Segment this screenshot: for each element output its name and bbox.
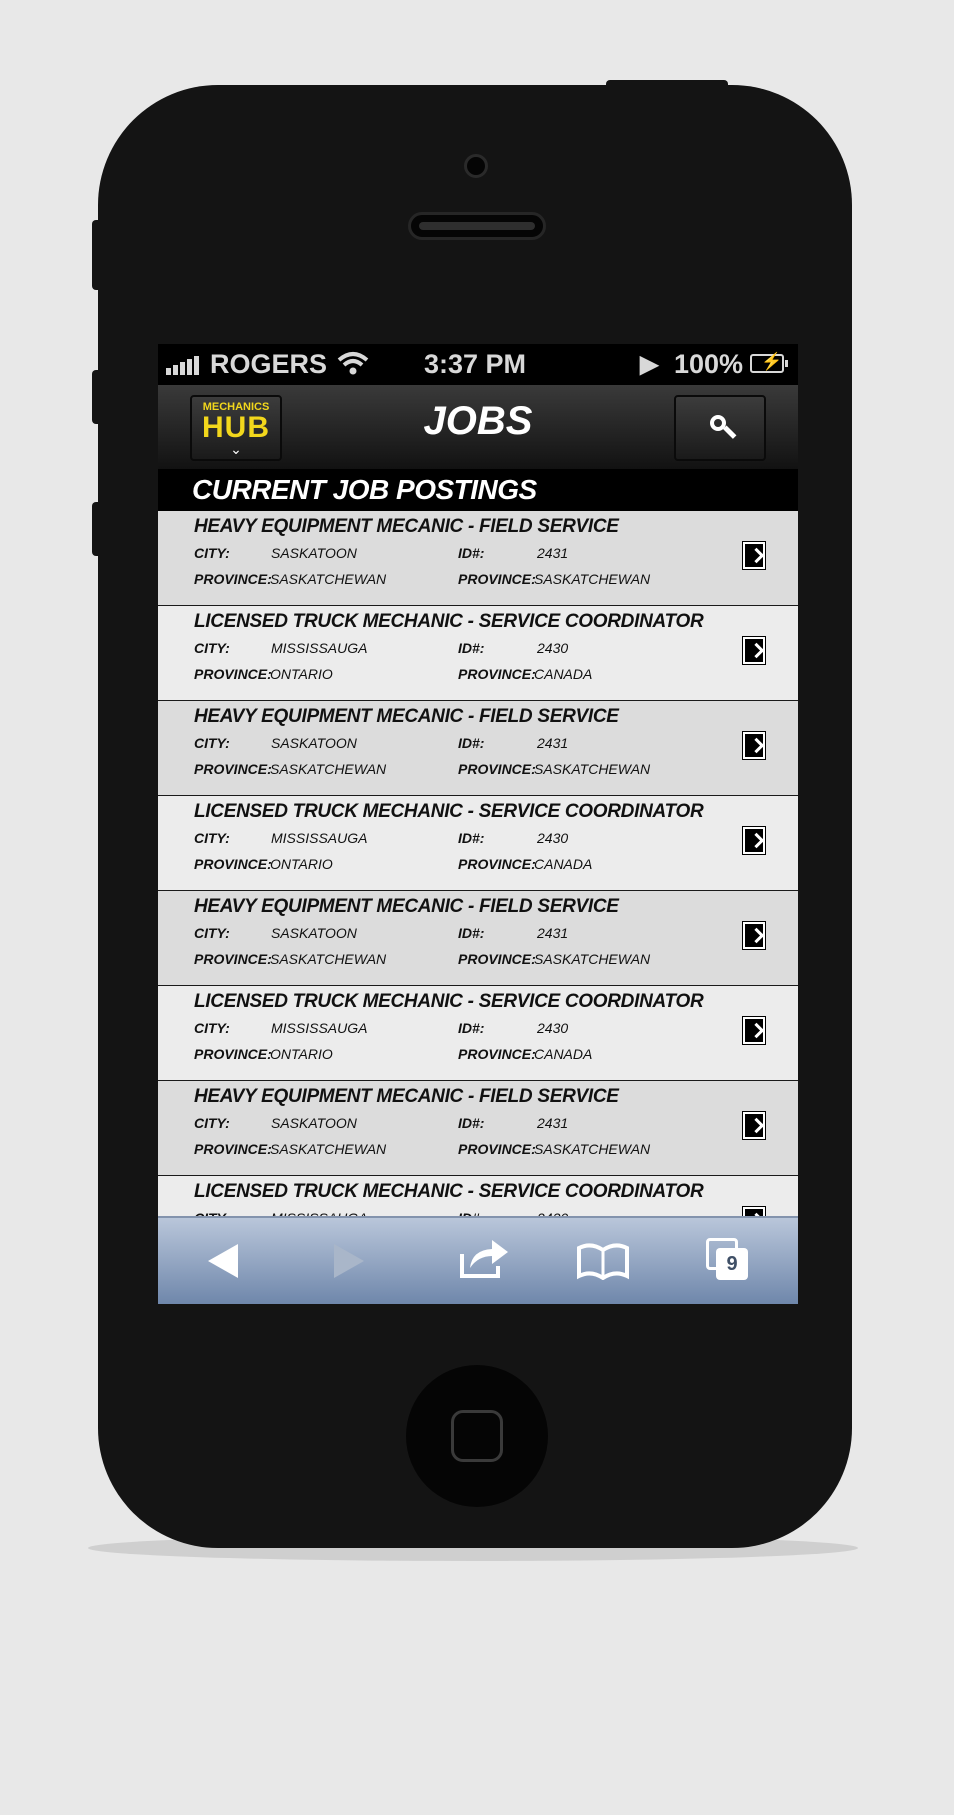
chevron-right-icon[interactable] xyxy=(743,827,765,854)
province-label: PROVINCE: xyxy=(194,666,272,682)
province-label: PROVINCE: xyxy=(194,571,272,587)
id-label: ID#: xyxy=(458,1115,485,1131)
province-label: PROVINCE: xyxy=(194,1141,272,1157)
chevron-right-icon[interactable] xyxy=(743,922,765,949)
province-value: SASKATCHEWAN xyxy=(270,761,387,777)
browser-toolbar xyxy=(158,1216,798,1304)
province-value-2: SASKATCHEWAN xyxy=(534,951,651,967)
battery-percent: 100% xyxy=(674,349,744,379)
province-value: SASKATCHEWAN xyxy=(270,951,387,967)
city-label: CITY: xyxy=(194,545,230,561)
id-value: 2431 xyxy=(537,545,569,561)
front-camera xyxy=(464,154,488,178)
province-value: SASKATCHEWAN xyxy=(270,571,387,587)
province-label-2: PROVINCE: xyxy=(458,951,536,967)
forward-arrow-icon[interactable] xyxy=(334,1244,364,1278)
search-button[interactable] xyxy=(674,395,766,461)
province-label-2: PROVINCE: xyxy=(458,1141,536,1157)
job-title: LICENSED TRUCK MECHANIC - SERVICE COORDINATOR xyxy=(194,801,704,822)
province-value-2: CANADA xyxy=(534,666,593,682)
job-title: HEAVY EQUIPMENT MECANIC - FIELD SERVICE xyxy=(194,896,619,917)
city-label: CITY: xyxy=(194,830,230,846)
job-title: LICENSED TRUCK MECHANIC - SERVICE COORDINATOR xyxy=(194,611,704,632)
province-value: ONTARIO xyxy=(270,666,333,682)
id-value: 2430 xyxy=(537,830,569,846)
city-value: MISSISSAUGA xyxy=(271,1020,368,1036)
job-row[interactable] xyxy=(158,701,798,796)
province-label-2: PROVINCE: xyxy=(458,761,536,777)
tab-count: 9 xyxy=(716,1248,748,1280)
city-value: SASKATOON xyxy=(271,925,357,941)
status-bar xyxy=(158,344,798,385)
signal-strength-icon xyxy=(166,356,199,375)
job-title: LICENSED TRUCK MECHANIC - SERVICE COORDINATOR xyxy=(194,991,704,1012)
chevron-right-icon[interactable] xyxy=(743,542,765,569)
home-button[interactable] xyxy=(406,1365,548,1507)
city-value: SASKATOON xyxy=(271,735,357,751)
city-label: CITY: xyxy=(194,1020,230,1036)
province-value: ONTARIO xyxy=(270,856,333,872)
job-row[interactable] xyxy=(158,511,798,606)
job-row[interactable] xyxy=(158,796,798,891)
play-icon: ▶ xyxy=(640,351,659,378)
city-label: CITY: xyxy=(194,640,230,656)
province-label-2: PROVINCE: xyxy=(458,1046,536,1062)
province-label-2: PROVINCE: xyxy=(458,666,536,682)
job-row[interactable] xyxy=(158,891,798,986)
page-title: JOBS xyxy=(423,399,533,443)
province-label: PROVINCE: xyxy=(194,1046,272,1062)
job-row[interactable] xyxy=(158,1081,798,1176)
chevron-right-icon[interactable] xyxy=(743,1112,765,1139)
city-label: CITY: xyxy=(194,925,230,941)
province-value-2: CANADA xyxy=(534,856,593,872)
earpiece-speaker xyxy=(408,212,546,240)
job-title: HEAVY EQUIPMENT MECANIC - FIELD SERVICE xyxy=(194,706,619,727)
logo-top-text: MECHANICS xyxy=(202,401,270,413)
id-value: 2430 xyxy=(537,1020,569,1036)
back-arrow-icon[interactable] xyxy=(208,1244,238,1278)
navigation-bar xyxy=(158,385,798,469)
job-row[interactable] xyxy=(158,606,798,701)
screen xyxy=(158,344,798,1304)
id-label: ID#: xyxy=(458,830,485,846)
city-value: MISSISSAUGA xyxy=(271,830,368,846)
id-label: ID#: xyxy=(458,925,485,941)
id-label: ID#: xyxy=(458,640,485,656)
bookmarks-icon[interactable] xyxy=(576,1242,630,1280)
chevron-right-icon[interactable] xyxy=(743,1017,765,1044)
battery-icon: ⚡ xyxy=(750,354,784,373)
city-value: SASKATOON xyxy=(271,1115,357,1131)
city-value: SASKATOON xyxy=(271,545,357,561)
province-label: PROVINCE: xyxy=(194,856,272,872)
chevron-right-icon[interactable] xyxy=(743,732,765,759)
province-value-2: SASKATCHEWAN xyxy=(534,571,651,587)
id-value: 2431 xyxy=(537,735,569,751)
province-label-2: PROVINCE: xyxy=(458,571,536,587)
section-header xyxy=(158,469,798,511)
share-icon[interactable] xyxy=(458,1236,510,1280)
chevron-right-icon[interactable] xyxy=(743,637,765,664)
job-title: HEAVY EQUIPMENT MECANIC - FIELD SERVICE xyxy=(194,1086,619,1107)
tabs-icon[interactable] xyxy=(706,1238,750,1282)
carrier-name: ROGERS xyxy=(210,349,328,379)
id-label: ID#: xyxy=(458,735,485,751)
job-list xyxy=(158,511,798,1271)
id-value: 2431 xyxy=(537,925,569,941)
status-time: 3:37 PM xyxy=(424,349,527,379)
province-label: PROVINCE: xyxy=(194,951,272,967)
province-value-2: CANADA xyxy=(534,1046,593,1062)
id-value: 2431 xyxy=(537,1115,569,1131)
province-label: PROVINCE: xyxy=(194,761,272,777)
province-label-2: PROVINCE: xyxy=(458,856,536,872)
id-label: ID#: xyxy=(458,1020,485,1036)
section-title: CURRENT JOB POSTINGS xyxy=(192,474,537,505)
id-label: ID#: xyxy=(458,545,485,561)
home-square-icon xyxy=(451,1410,503,1462)
city-value: MISSISSAUGA xyxy=(271,640,368,656)
city-label: CITY: xyxy=(194,735,230,751)
id-value: 2430 xyxy=(537,640,569,656)
job-title: LICENSED TRUCK MECHANIC - SERVICE COORDINATOR xyxy=(194,1181,704,1202)
logo-main-text: HUB xyxy=(202,411,270,444)
chevron-down-icon: ⌄ xyxy=(230,441,242,457)
province-value-2: SASKATCHEWAN xyxy=(534,761,651,777)
province-value: ONTARIO xyxy=(270,1046,333,1062)
city-label: CITY: xyxy=(194,1115,230,1131)
province-value-2: SASKATCHEWAN xyxy=(534,1141,651,1157)
job-title: HEAVY EQUIPMENT MECANIC - FIELD SERVICE xyxy=(194,516,619,537)
province-value: SASKATCHEWAN xyxy=(270,1141,387,1157)
job-row[interactable] xyxy=(158,986,798,1081)
wifi-icon xyxy=(336,350,370,383)
